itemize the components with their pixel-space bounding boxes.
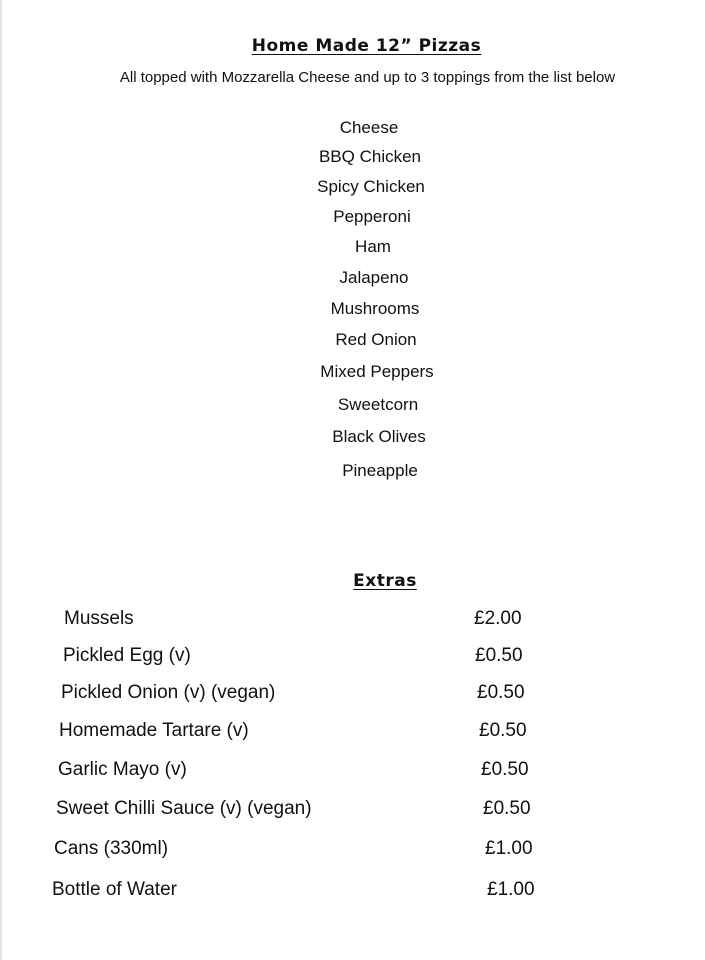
extra-price: £0.50 (481, 759, 529, 780)
extra-name: Homemade Tartare (v) (59, 720, 249, 741)
topping-item: Ham (355, 237, 391, 256)
extras-heading: Extras (353, 571, 417, 591)
topping-item: Sweetcorn (337, 395, 419, 414)
extra-row (0, 608, 705, 634)
extra-row (0, 838, 705, 864)
topping-item: Red Onion (335, 330, 417, 349)
topping-item: Mushrooms (330, 299, 420, 318)
topping-item: Black Olives (332, 427, 426, 446)
extra-price: £1.00 (487, 879, 535, 900)
topping-item: BBQ Chicken (318, 147, 422, 166)
extra-price: £2.00 (474, 608, 522, 629)
topping-item: Cheese (339, 118, 399, 137)
extra-name: Bottle of Water (52, 879, 177, 900)
extra-name: Garlic Mayo (v) (58, 759, 187, 780)
extra-row (0, 879, 705, 905)
extra-row (0, 798, 705, 824)
extra-price: £0.50 (475, 645, 523, 666)
extra-price: £0.50 (479, 720, 527, 741)
extra-name: Pickled Onion (v) (vegan) (61, 682, 276, 703)
topping-item: Spicy Chicken (317, 177, 425, 196)
topping-item: Pineapple (342, 461, 418, 480)
extra-row (0, 645, 705, 671)
extra-name: Cans (330ml) (54, 838, 169, 859)
extra-price: £0.50 (477, 682, 525, 703)
topping-item: Mixed Peppers (320, 362, 434, 381)
pizza-subtitle: All topped with Mozzarella Cheese and up to 3 toppings from the list below (119, 69, 616, 86)
extra-name: Mussels (64, 608, 134, 629)
extra-price: £1.00 (485, 838, 533, 859)
pizza-title: Home Made 12” Pizzas (251, 36, 482, 56)
extra-name: Sweet Chilli Sauce (v) (vegan) (56, 798, 312, 819)
extra-name: Pickled Egg (v) (63, 645, 191, 666)
extra-row (0, 682, 705, 708)
extra-row (0, 720, 705, 746)
extra-price: £0.50 (483, 798, 531, 819)
topping-item: Pepperoni (333, 207, 411, 226)
topping-item: Jalapeno (339, 268, 409, 287)
extra-row (0, 759, 705, 785)
